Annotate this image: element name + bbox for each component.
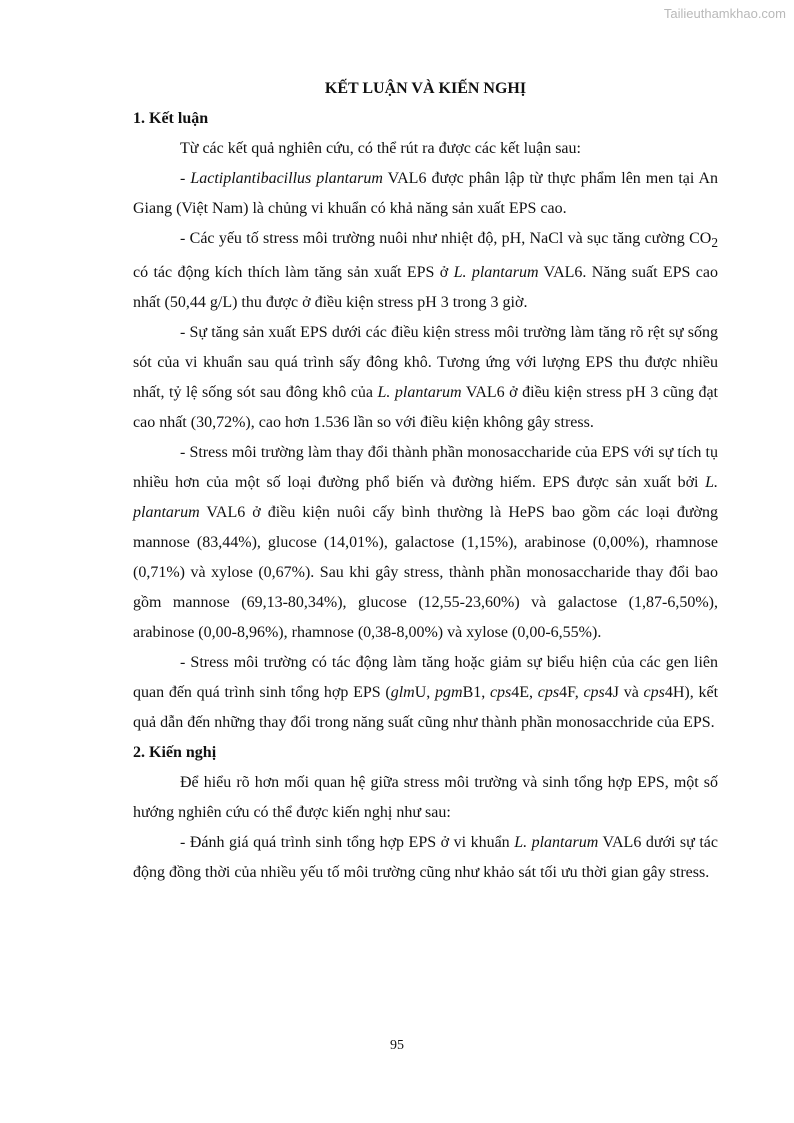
species-name: L. plantarum bbox=[133, 474, 718, 522]
text: 4H), kết quả dẫn đến những thay đổi trong năng suất cũng như thành phần monosacchride của EPS. bbox=[133, 684, 719, 732]
conclusion-paragraph-5 bbox=[133, 648, 718, 738]
gene-name: cps bbox=[583, 684, 605, 702]
species-name: L. plantarum bbox=[377, 384, 462, 402]
subscript: 2 bbox=[711, 235, 718, 251]
text: U, bbox=[414, 684, 435, 702]
text: VAL6. Năng suất EPS cao nhất (50,44 g/L) thu được ở điều kiện stress pH 3 trong 3 giờ. bbox=[133, 264, 719, 312]
species-name: Lactiplantibacillus plantarum bbox=[190, 170, 383, 187]
gene-name: pgm bbox=[435, 684, 463, 702]
document-body bbox=[133, 74, 718, 888]
gene-name: cps bbox=[537, 684, 560, 702]
conclusion-paragraph-4 bbox=[133, 438, 718, 648]
text: 4E, bbox=[511, 684, 538, 702]
gene-name: glm bbox=[390, 684, 415, 702]
text: VAL6 được phân lập từ thực phẩm lên men tại An Giang (Việt Nam) là chủng vi khuẩn có khả năng sản xuất EPS cao. bbox=[133, 170, 719, 217]
text: - Đánh giá quá trình sinh tổng hợp EPS ở vi khuẩn bbox=[180, 834, 515, 852]
text: - Stress môi trường làm thay đổi thành phần monosaccharide của EPS với sự tích tụ nhiều hơn của một số loại đường phổ biến và đường hiếm. EPS được sản xuất bởi bbox=[133, 444, 718, 492]
species-name: L. plantarum bbox=[453, 264, 539, 282]
conclusion-intro: Từ các kết quả nghiên cứu, có thể rút ra được các kết luận sau: bbox=[180, 140, 581, 157]
text: 4F, bbox=[559, 684, 584, 702]
conclusion-paragraph-3 bbox=[133, 318, 718, 438]
text: VAL6 dưới sự tác động đồng thời của nhiều yếu tố môi trường cũng như khảo sát tối ưu thời gian gây stress. bbox=[133, 834, 718, 882]
text: - bbox=[180, 170, 191, 187]
text: có tác động kích thích làm tăng sản xuất EPS ở bbox=[133, 264, 454, 282]
text: - Các yếu tố stress môi trường nuôi như nhiệt độ, pH, NaCl và sục tăng cường CO bbox=[180, 230, 712, 247]
gene-name: cps bbox=[643, 684, 665, 702]
page-title: KẾT LUẬN VÀ KIẾN NGHỊ bbox=[324, 80, 527, 97]
text: - Stress môi trường có tác động làm tăng hoặc giảm sự biểu hiện của các gen liên quan đến quá trình sinh tổng hợp EPS ( bbox=[133, 654, 718, 702]
watermark: Tailieuthamkhao.com bbox=[663, 6, 786, 21]
text: 4J và bbox=[604, 684, 644, 702]
recommendation-paragraph-1 bbox=[133, 828, 718, 888]
section-heading-recommendation: 2. Kiến nghị bbox=[133, 744, 217, 762]
conclusion-paragraph-2 bbox=[133, 224, 718, 318]
text: - Sự tăng sản xuất EPS dưới các điều kiện stress môi trường làm tăng rõ rệt sự sống sót của vi khuẩn sau quá trình sấy đông khô. Tương ứng với lượng EPS thu được nhiều nhất, tỷ lệ sống sót sau đông khô của bbox=[133, 324, 718, 402]
page-number: 95 bbox=[390, 1038, 404, 1053]
conclusion-paragraph-1 bbox=[133, 164, 718, 224]
text: VAL6 ở điều kiện nuôi cấy bình thường là HePS bao gồm các loại đường mannose (83,44%), glucose (14,01%), galactose (1,15%), arabinose (0,00%), rhamnose (0,71%) và xylose (0,67%). Sau khi gây stress, thành phần monosaccharide thay đổi bao gồm mannose (69,13-80,34%), glucose (12,55-23,60%) và galactose (1,87-6,50%), arabinose (0,00-8,96%), rhamnose (0,38-8,00%) và xylose (0,00-6,55%). bbox=[133, 504, 718, 642]
section-heading-conclusion: 1. Kết luận bbox=[133, 110, 209, 127]
gene-name: cps bbox=[489, 684, 512, 702]
recommendation-intro: Để hiểu rõ hơn mối quan hệ giữa stress môi trường và sinh tổng hợp EPS, một số hướng nghiên cứu có thể được kiến nghị như sau: bbox=[133, 774, 718, 822]
species-name: L. plantarum bbox=[514, 834, 599, 852]
text: VAL6 ở điều kiện stress pH 3 cũng đạt cao nhất (30,72%), cao hơn 1.536 lần so với điều kiện không gây stress. bbox=[133, 384, 719, 432]
text: B1, bbox=[462, 684, 490, 702]
